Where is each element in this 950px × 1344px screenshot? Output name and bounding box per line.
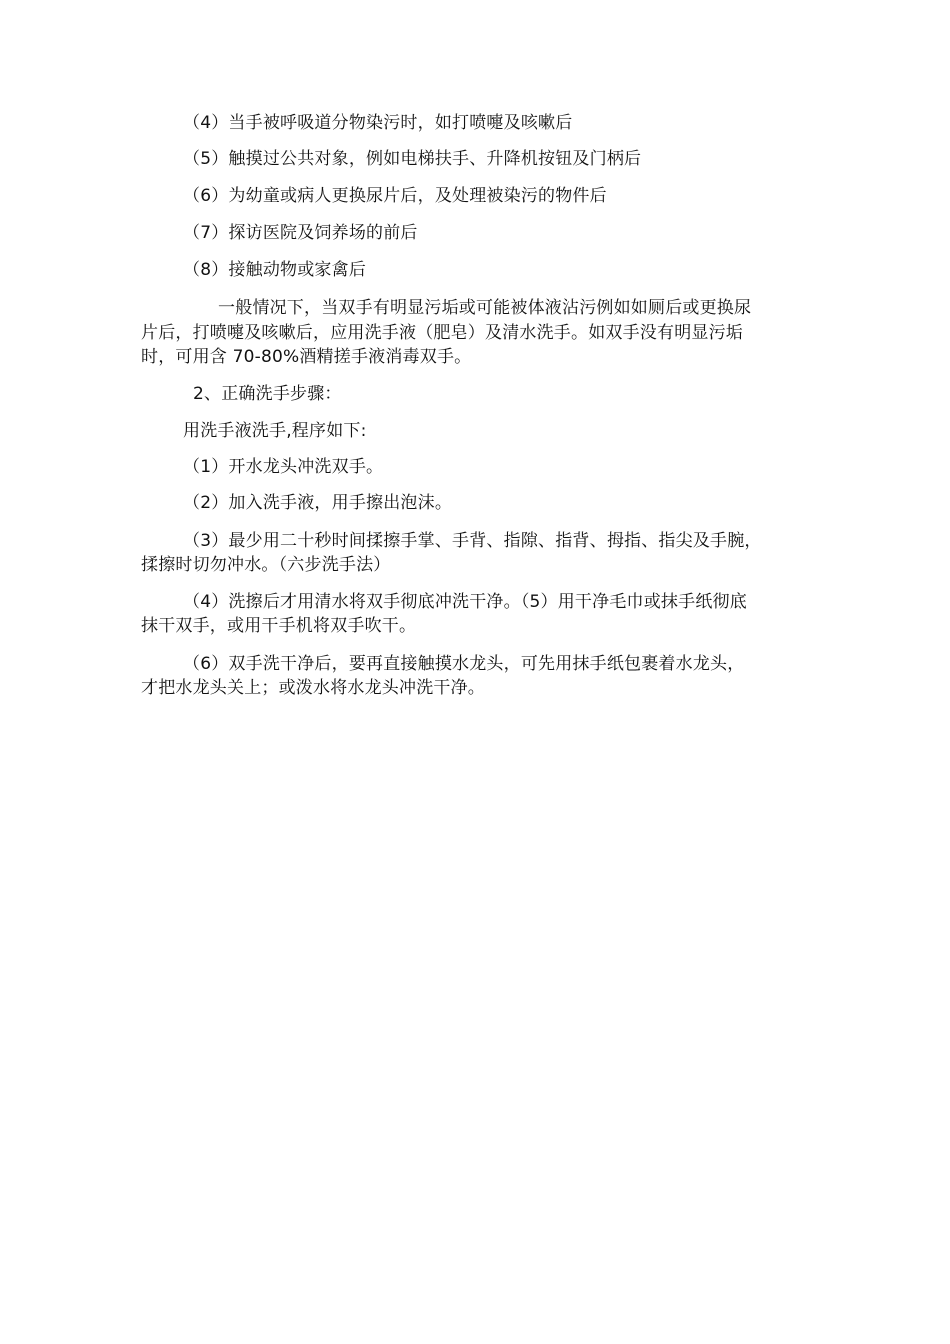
general-para-line-3: 时，可用含 70-80%酒精搓手液消毒双手。 (141, 347, 472, 367)
list-item-7: （7）探访医院及饲养场的前后 (183, 223, 418, 243)
list-item-5: （5）触摸过公共对象，例如电梯扶手、升降机按钮及门柄后 (183, 149, 642, 169)
list-item-6: （6）为幼童或病人更换尿片后，及处理被染污的物件后 (183, 186, 607, 206)
step-1: （1）开水龙头冲洗双手。 (183, 457, 384, 477)
procedure-intro: 用洗手液洗手,程序如下: (183, 421, 367, 441)
list-item-8: （8）接触动物或家禽后 (183, 260, 367, 280)
general-para-line-1: 一般情况下，当双手有明显污垢或可能被体液沾污例如如厕后或更换尿 (218, 298, 752, 318)
step-3-line-2: 揉擦时切勿冲水。（六步洗手法） (141, 555, 391, 575)
step-3-line-1: （3）最少用二十秒时间揉擦手掌、手背、指隙、指背、拇指、指尖及手腕， (183, 531, 762, 551)
step-2: （2）加入洗手液，用手擦出泡沫。 (183, 493, 453, 513)
section-heading: 2、正确洗手步骤： (193, 384, 342, 404)
step-6-line-1: （6）双手洗干净后，要再直接触摸水龙头，可先用抹手纸包裹着水龙头， (183, 654, 745, 674)
step-6-line-2: 才把水龙头关上；或泼水将水龙头冲洗干净。 (141, 678, 485, 698)
general-para-line-2: 片后，打喷嚏及咳嗽后，应用洗手液（肥皂）及清水洗手。如双手没有明显污垢 (141, 323, 743, 343)
step-4-5-line-2: 抹干双手，或用干手机将双手吹干。 (141, 616, 417, 636)
step-4-5-line-1: （4）洗擦后才用清水将双手彻底冲洗干净。（5）用干净毛巾或抹手纸彻底 (183, 592, 747, 612)
list-item-4: （4）当手被呼吸道分物染污时，如打喷嚏及咳嗽后 (183, 113, 573, 133)
